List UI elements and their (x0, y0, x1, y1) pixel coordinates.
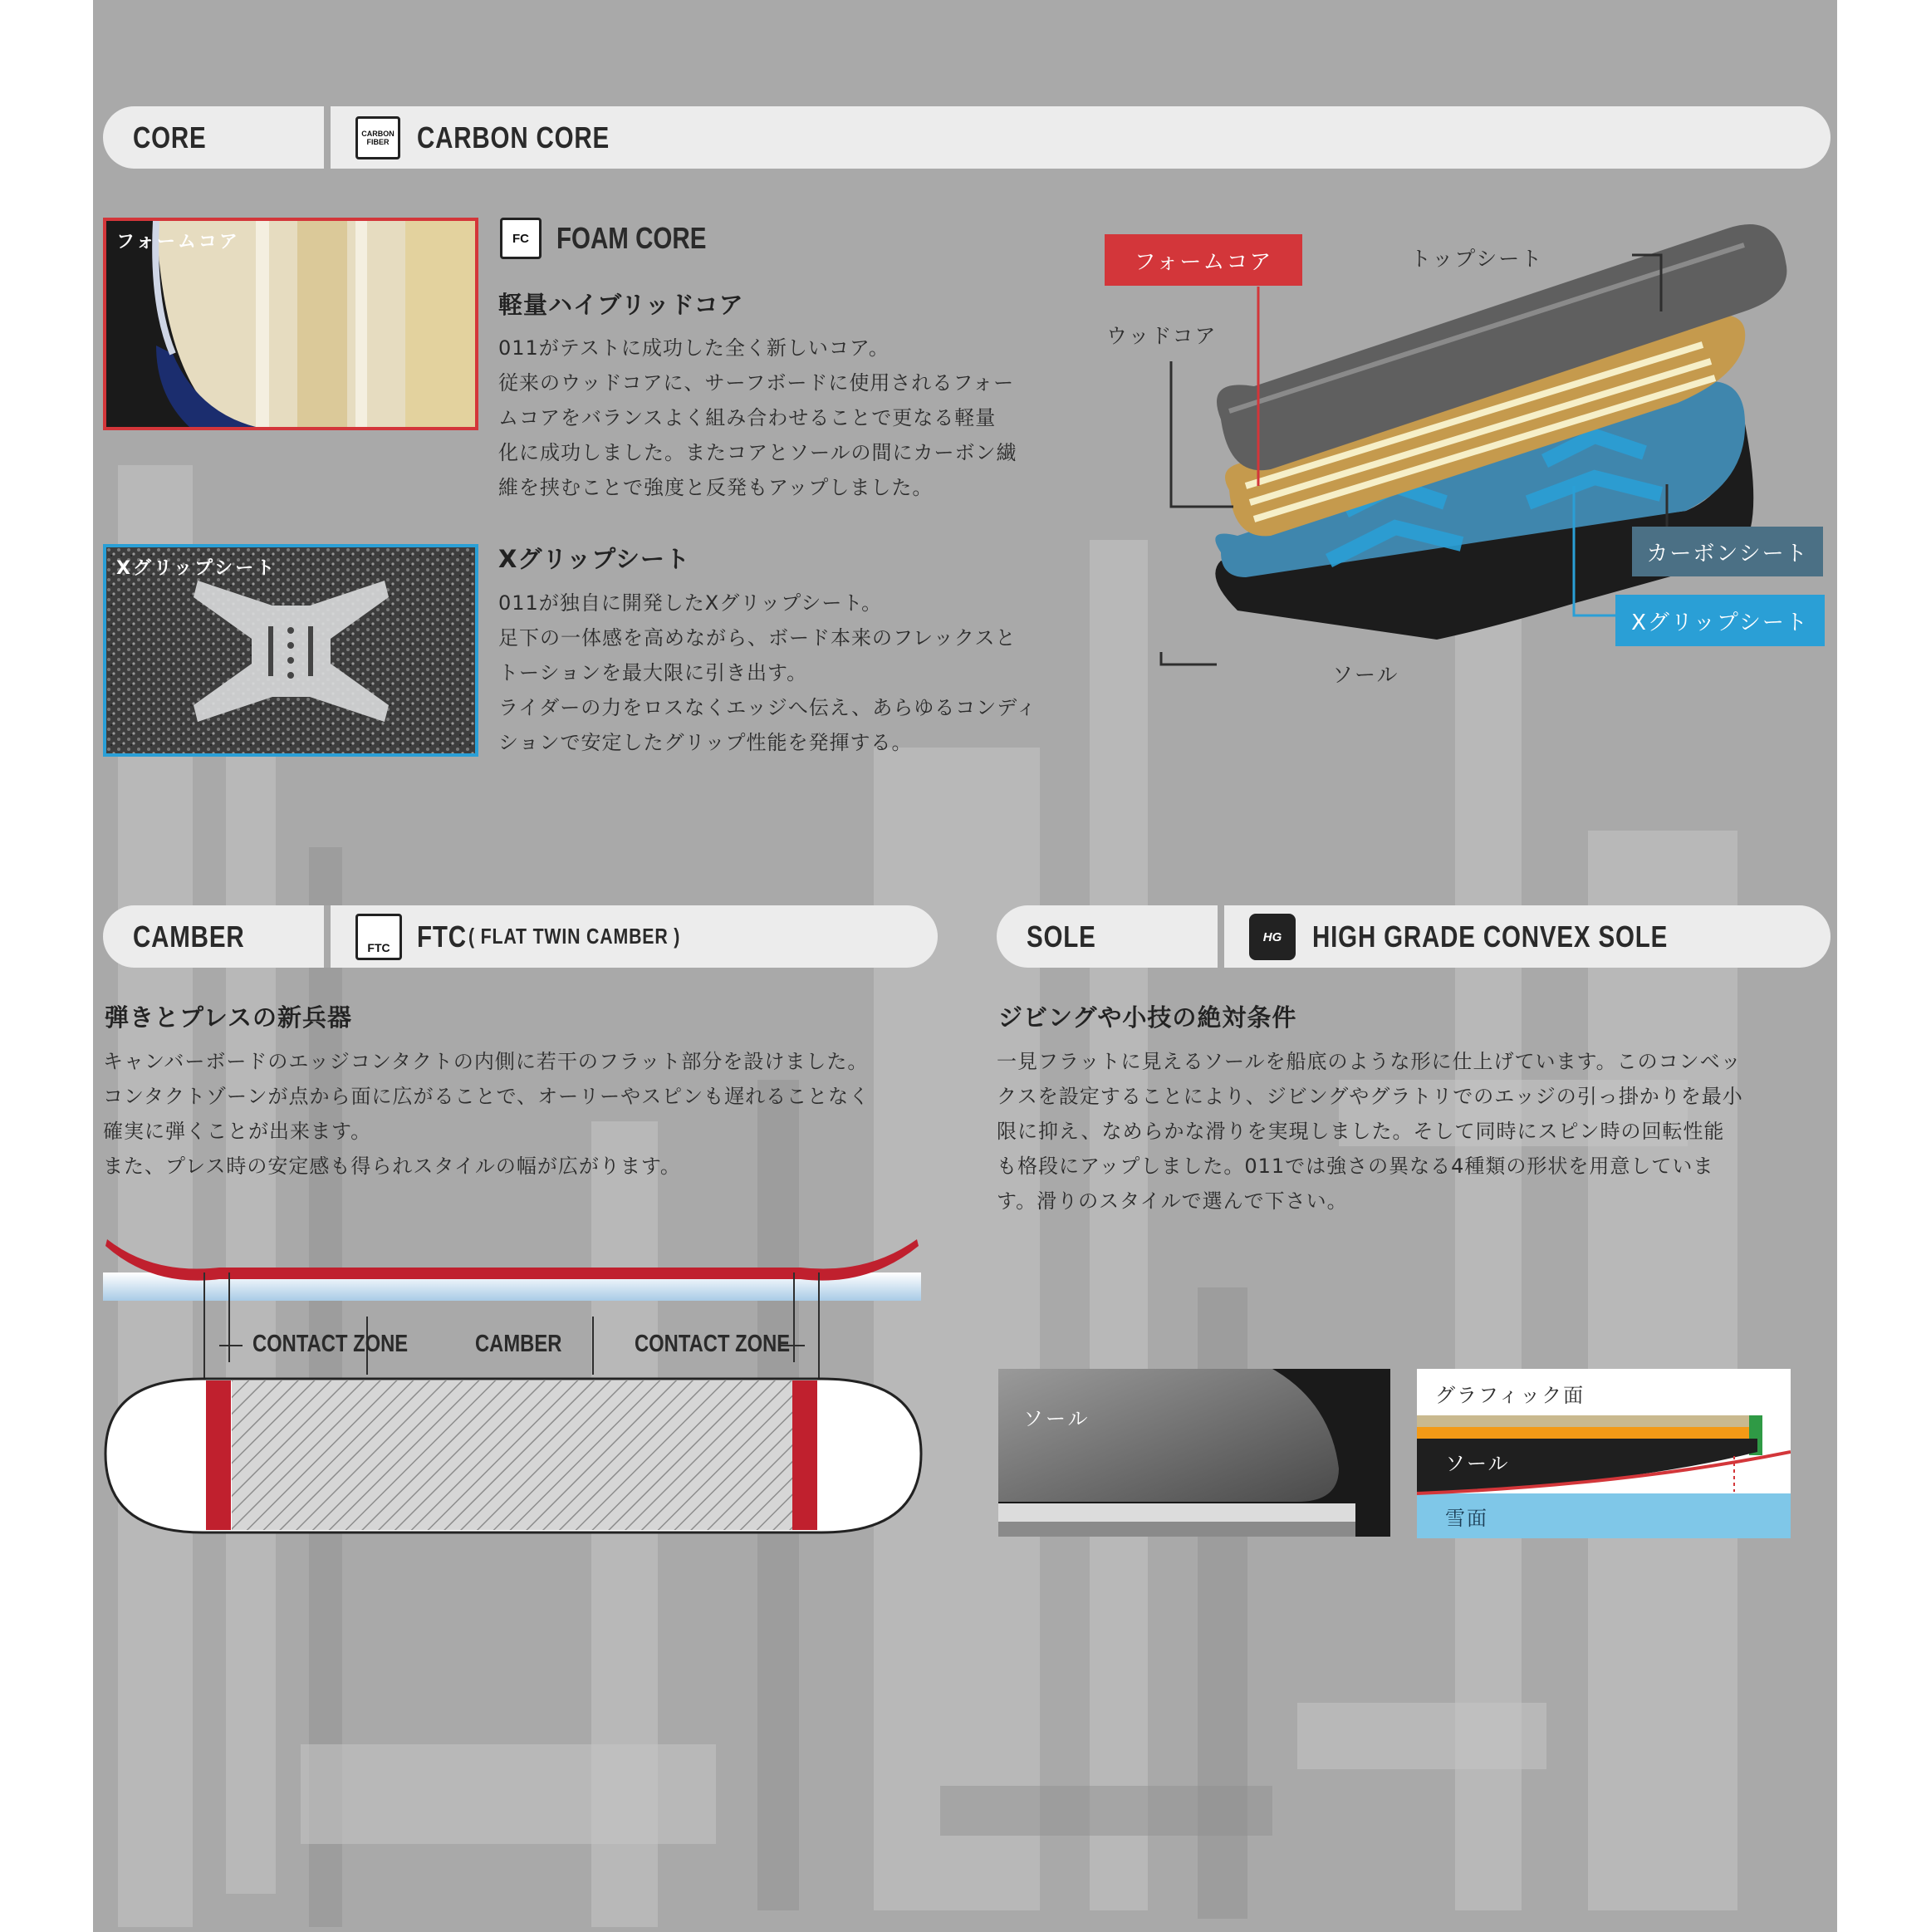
core-header-pill (103, 106, 1831, 169)
xgrip-description: 011が独自に開発したXグリップシート。 足下の一体感を高めながら、ボード本来のフレックスと トーションを最大限に引き出す。 ライダーの力をロスなくエッジへ伝え、あらゆるコンディ ションで安定したグリップ性能を発揮する。 (498, 591, 1037, 754)
sole-title: ジビングや小技の絶対条件 (998, 1003, 1297, 1032)
sole-label: ソール (1332, 663, 1399, 687)
foam-core-description: 011がテストに成功した全く新しいコア。 従来のウッドコアに、サーフボードに使用されるフォー ムコアをバランスよく組み合わせることで更なる軽量 化に成功しました。またコアとソールの間にカーボン繊 維を挟むことで強度と反発もアップしました。 (498, 336, 1017, 499)
sole-cross-section (1417, 1369, 1791, 1538)
foam-core-photo (103, 218, 478, 430)
foam-core-icon: FC (500, 218, 542, 259)
camber-description: キャンバーボードのエッジコンタクトの内側に若干のフラット部分を設けました。 コンタクトゾーンが点から面に広がることで、オーリーやスピンも遅れることなく 確実に弾くことが出来ます。 また、プレス時の安定感も得られスタイルの幅が広がります。 (103, 1050, 870, 1178)
xgrip-photo-label: Xグリップシート (116, 558, 277, 579)
sole-photo (998, 1369, 1390, 1537)
top-sheet-label: トップシート (1410, 247, 1544, 271)
wood-core-label: ウッドコア (1106, 324, 1218, 348)
ftc-label: FTC (417, 919, 467, 954)
ftc-icon: FTC (355, 914, 402, 960)
carbon-fiber-icon: CARBON FIBER (355, 116, 400, 159)
camber-profile-diagram (103, 1229, 934, 1545)
contact-zone-left-label: CONTACT ZONE (252, 1331, 409, 1357)
camber-header-label: CAMBER (133, 919, 245, 954)
sole-photo-label: ソール (1023, 1407, 1090, 1430)
snow-surface-label: 雪面 (1445, 1507, 1488, 1530)
contact-zone-right-label: CONTACT ZONE (635, 1331, 791, 1357)
foam-core-photo-label: フォームコア (116, 232, 240, 253)
convex-sole-label: HIGH GRADE CONVEX SOLE (1312, 919, 1669, 954)
sole-image (998, 1369, 1390, 1537)
ftc-sub-label: ( FLAT TWIN CAMBER ) (468, 924, 681, 949)
carbon-sheet-tag: カーボンシート (1632, 527, 1823, 576)
camber-title: 弾きとプレスの新兵器 (105, 1003, 352, 1032)
sole-header-label: SOLE (1027, 919, 1096, 954)
hg-icon: HG (1249, 914, 1296, 960)
camber-zone-label: CAMBER (475, 1331, 562, 1357)
xgrip-photo (103, 544, 478, 757)
xgrip-sheet-tag: Xグリップシート (1615, 595, 1825, 646)
foam-core-name: FOAM CORE (556, 221, 707, 255)
sole-description: 一見フラットに見えるソールを船底のような形に仕上げています。このコンベッ クスを設定することにより、ジビングやグラトリでのエッジの引っ掛かりを最小 限に抑え、なめらかな滑りを実現しました。そして同時にスピン時の回転性能 も格段にアップしました。011では強さの異なる4種類の形状を用意していま す。滑りのスタイルで選んで下さい。 (997, 1050, 1743, 1213)
core-header-label: CORE (133, 120, 207, 154)
xgrip-title: Xグリップシート (498, 545, 691, 573)
sole-layer-label: ソール (1445, 1452, 1510, 1475)
foam-core-tag: フォームコア (1105, 234, 1302, 286)
sole-header-pill (997, 905, 1831, 968)
foam-core-title: 軽量ハイブリッドコア (498, 291, 744, 319)
graphic-surface-label: グラフィック面 (1435, 1384, 1585, 1407)
carbon-core-label: CARBON CORE (417, 120, 610, 154)
camber-header-pill (103, 905, 938, 968)
